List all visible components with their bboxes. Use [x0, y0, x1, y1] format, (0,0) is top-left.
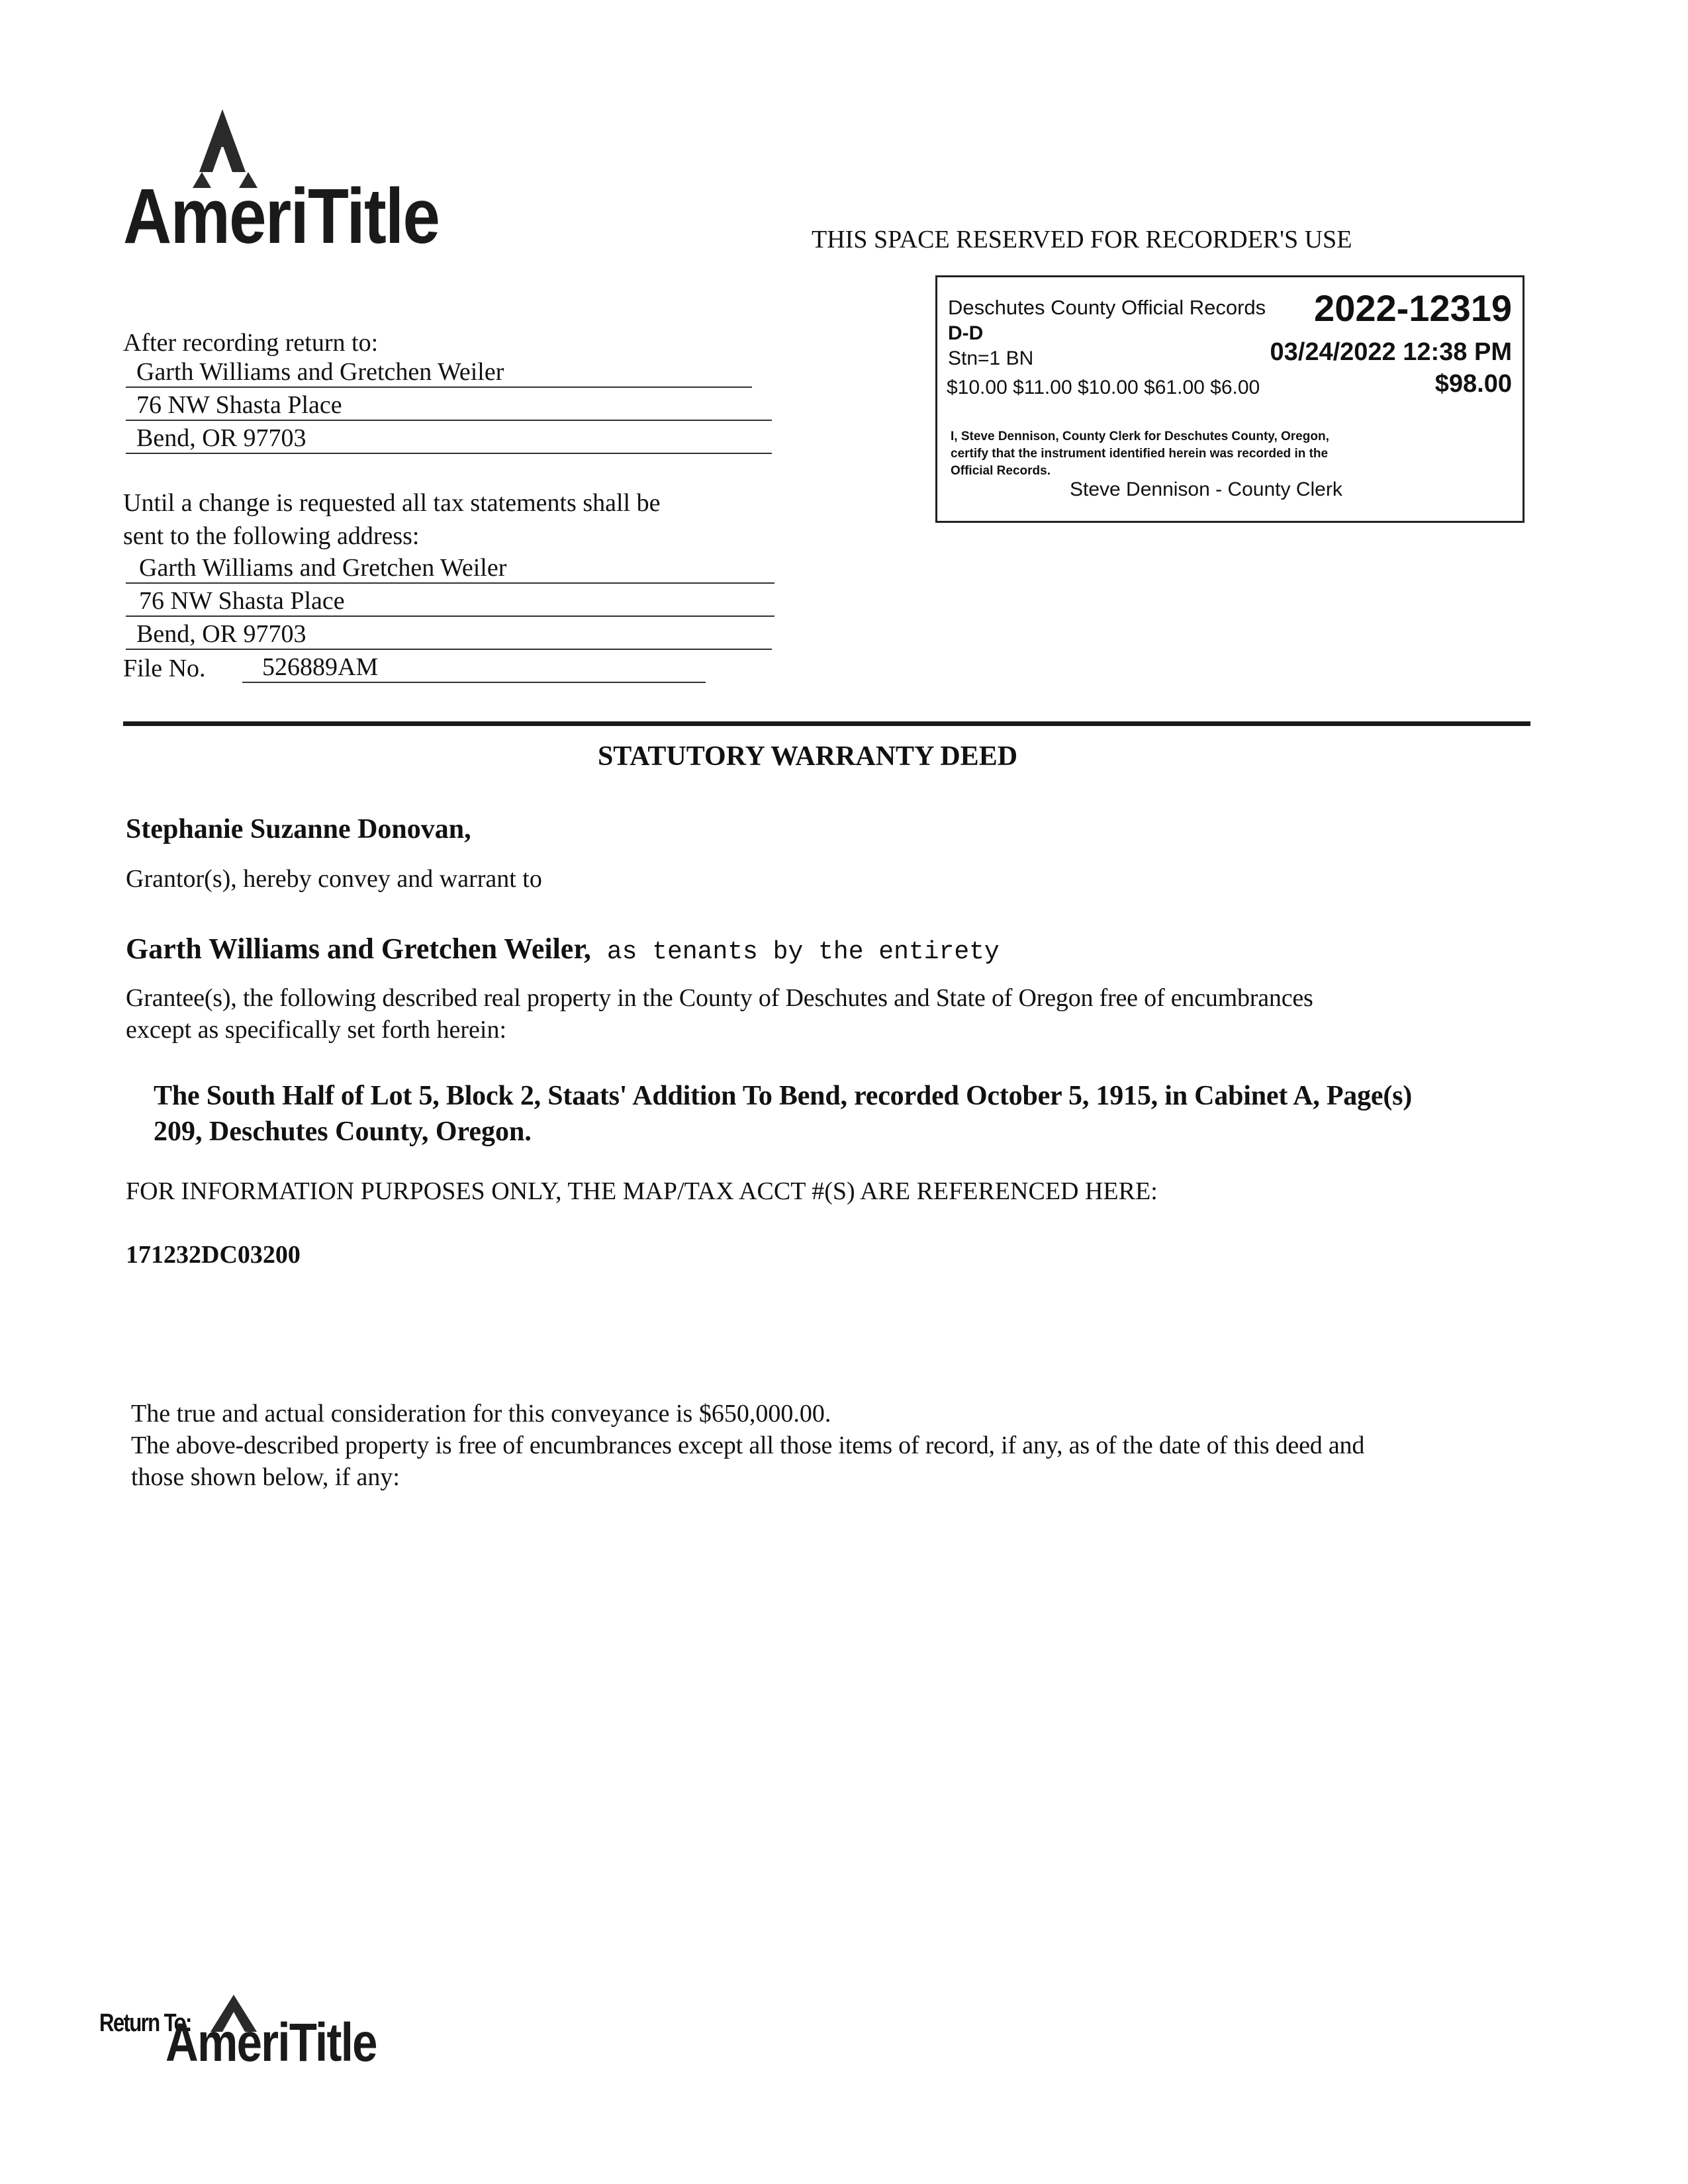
recorder-cert-2: certify that the instrument identified herein was recorded in the — [951, 447, 1329, 461]
grantee-line — [126, 932, 1000, 966]
recorder-stamp-box — [935, 275, 1524, 523]
recorder-clerk: Steve Dennison - County Clerk — [1070, 478, 1342, 500]
legal-description-1: The South Half of Lot 5, Block 2, Staats' Addition To Bend, recorded October 5, 1915, in Cabinet A, Page(s) — [154, 1081, 1413, 1111]
return-to-street: 76 NW Shasta Place — [126, 390, 772, 421]
grantee-text-1: Grantee(s), the following described real property in the County of Deschutes and State of Oregon free of encumbrances — [126, 984, 1313, 1012]
deed-title: STATUTORY WARRANTY DEED — [597, 741, 1018, 772]
encumbrances-text-2: those shown below, if any: — [131, 1463, 400, 1491]
footer-return-to-label: Return To: — [99, 2009, 191, 2037]
logo-mountain-icon — [186, 106, 259, 172]
footer-logo — [99, 1979, 417, 2078]
tax-statement-label-2: sent to the following address: — [123, 522, 420, 550]
tax-city: Bend, OR 97703 — [126, 619, 772, 650]
recorder-use-label: THIS SPACE RESERVED FOR RECORDER'S USE — [812, 226, 1352, 253]
recorder-cert-1: I, Steve Dennison, County Clerk for Deschutes County, Oregon, — [951, 430, 1329, 443]
tax-statement-label-1: Until a change is requested all tax statements shall be — [123, 489, 661, 517]
ameritle-logo — [123, 106, 454, 265]
recorder-doc-type: D-D — [948, 322, 984, 344]
recorder-total: $98.00 — [1434, 370, 1512, 398]
logo-wordmark: AmeriTitle — [123, 173, 440, 260]
return-to-label: After recording return to: — [123, 329, 379, 357]
grantor-text: Grantor(s), hereby convey and warrant to — [126, 865, 542, 893]
grantee-text-2: except as specifically set forth herein: — [126, 1016, 507, 1044]
recorder-fees: $10.00 $11.00 $10.00 $61.00 $6.00 — [947, 377, 1260, 398]
recorder-datetime: 03/24/2022 12:38 PM — [1270, 338, 1512, 366]
grantor-name: Stephanie Suzanne Donovan, — [126, 814, 471, 844]
map-tax-acct: 171232DC03200 — [126, 1241, 301, 1269]
return-to-name: Garth Williams and Gretchen Weiler — [126, 357, 752, 388]
file-no-value: 526889AM — [242, 653, 706, 683]
tax-street: 76 NW Shasta Place — [126, 586, 774, 617]
legal-description-2: 209, Deschutes County, Oregon. — [154, 1116, 532, 1147]
grantee-name: Garth Williams and Gretchen Weiler, — [126, 933, 591, 965]
grantee-tenancy: as tenants by the entirety — [606, 938, 1000, 966]
recorder-doc-number: 2022-12319 — [1314, 287, 1512, 329]
footer-logo-wordmark: AmeriTitle — [165, 2013, 377, 2073]
recorder-office: Deschutes County Official Records — [948, 296, 1266, 319]
recorder-station: Stn=1 BN — [948, 347, 1034, 369]
consideration-text: The true and actual consideration for this conveyance is $650,000.00. — [131, 1400, 831, 1428]
file-no-label: File No. — [123, 655, 206, 682]
return-to-city: Bend, OR 97703 — [126, 424, 772, 454]
encumbrances-text-1: The above-described property is free of encumbrances except all those items of record, if any, as of the date of this deed and — [131, 1432, 1365, 1459]
section-divider — [123, 721, 1530, 726]
map-tax-label: FOR INFORMATION PURPOSES ONLY, THE MAP/TAX ACCT #(S) ARE REFERENCED HERE: — [126, 1177, 1158, 1205]
recorder-cert-3: Official Records. — [951, 464, 1051, 478]
tax-name: Garth Williams and Gretchen Weiler — [126, 553, 774, 584]
